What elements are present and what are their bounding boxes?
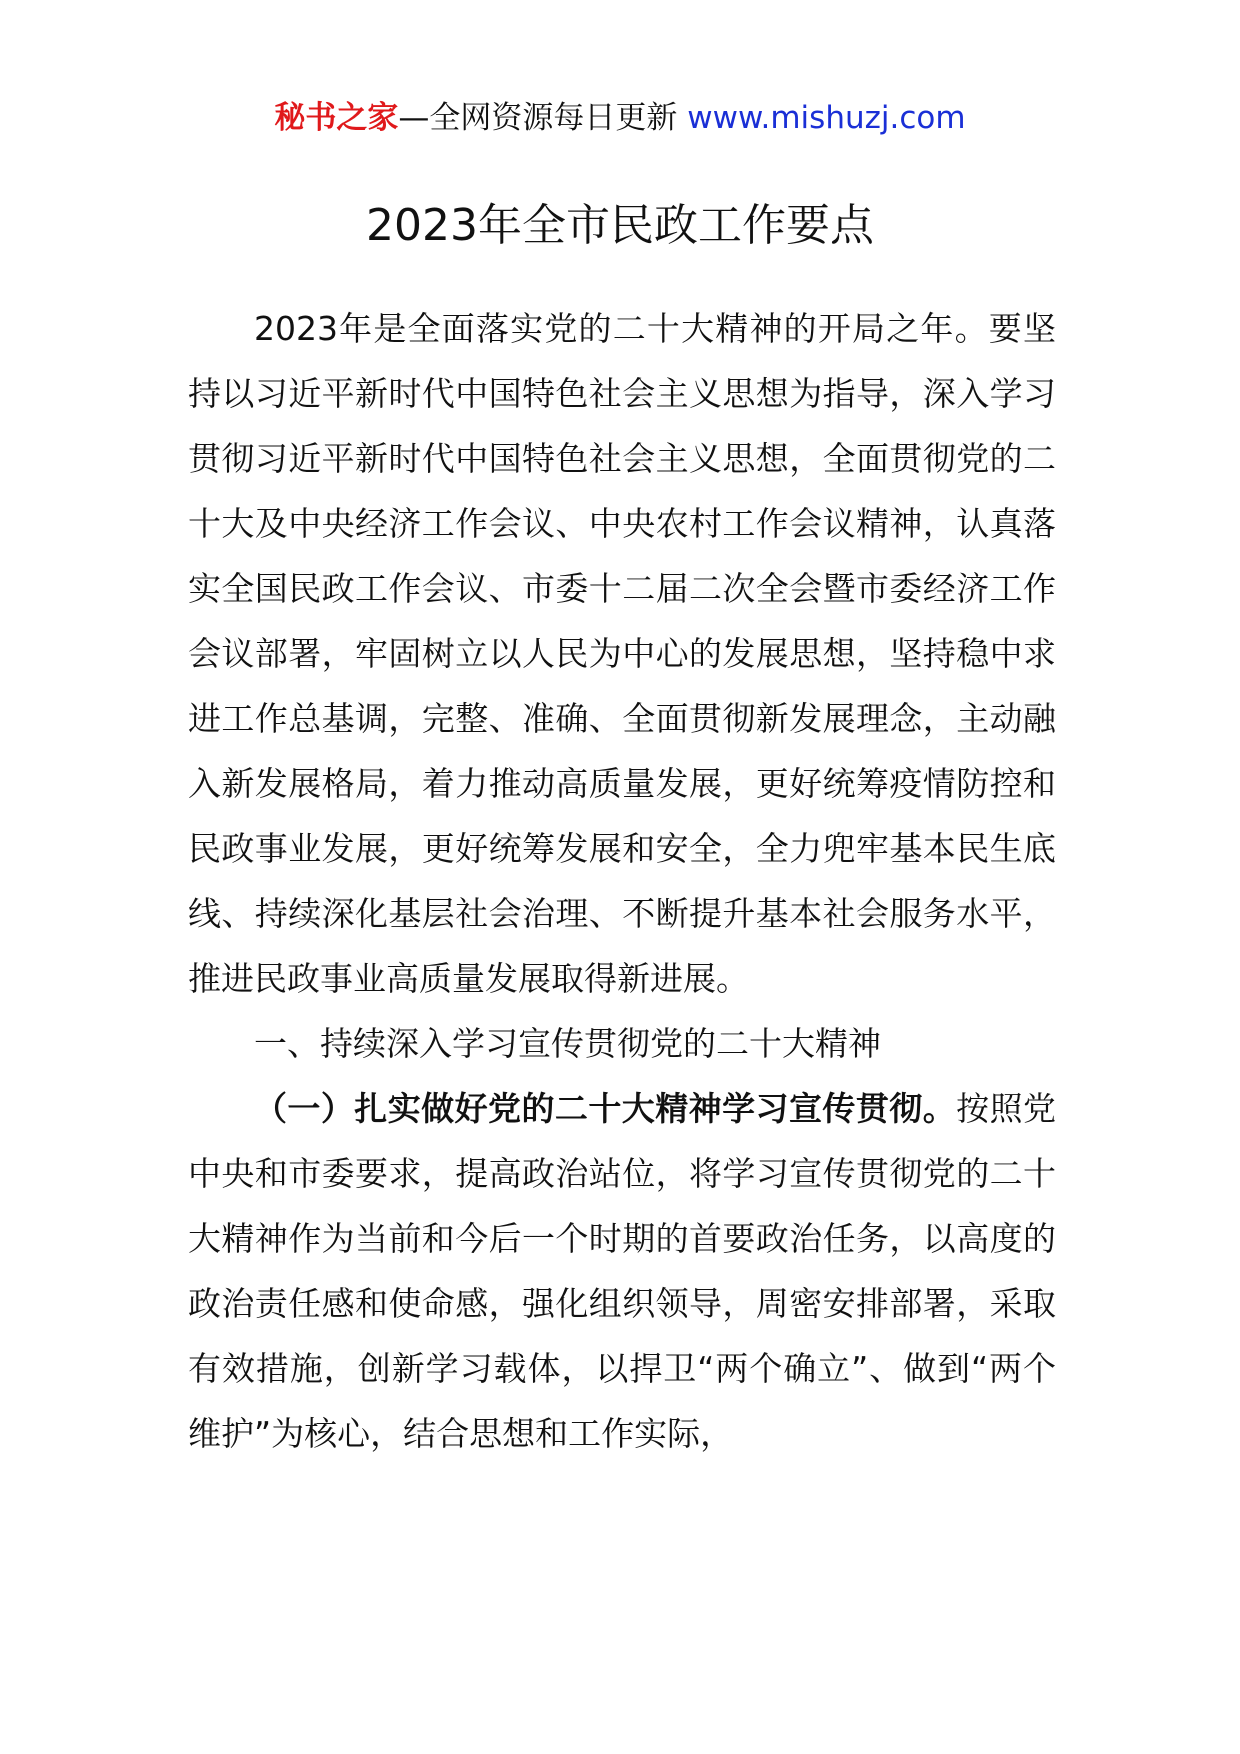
subsection-paragraph xyxy=(188,1076,1056,1466)
site-slogan: 全网资源每日更新 xyxy=(429,100,678,136)
site-url-link[interactable]: www.mishuzj.com xyxy=(687,100,966,136)
subsection-text: 按照党中央和市委要求，提高政治站位，将学习宣传贯彻党的二十大精神作为当前和今后一个时期的首要政治任务，以高度的政治责任感和使命感，强化组织领导，周密安排部署，采取有效措施，创新学习载体，以捍卫“两个确立”、做到“两个维护”为核心，结合思想和工作实际， xyxy=(188,1089,1057,1453)
site-header xyxy=(0,96,1240,140)
header-dash: — xyxy=(398,100,430,136)
section-heading: 一、持续深入学习宣传贯彻党的二十大精神 xyxy=(254,1024,881,1063)
subsection-lead: （一）扎实做好党的二十大精神学习宣传贯彻。 xyxy=(254,1089,957,1128)
site-brand: 秘书之家 xyxy=(274,100,399,136)
document-body xyxy=(188,296,1056,1466)
document-title: 2023年全市民政工作要点 xyxy=(366,200,874,251)
intro-paragraph: 2023年是全面落实党的二十大精神的开局之年。要坚持以习近平新时代中国特色社会主义思想为指导，深入学习贯彻习近平新时代中国特色社会主义思想，全面贯彻党的二十大及中央经济工作会议、中央农村工作会议精神，认真落实全国民政工作会议、市委十二届二次全会暨市委经济工作会议部署，牢固树立以人民为中心的发展思想，坚持稳中求进工作总基调，完整、准确、全面贯彻新发展理念，主动融入新发展格局，着力推动高质量发展，更好统筹疫情防控和民政事业发展，更好统筹发展和安全，全力兜牢基本民生底线、持续深化基层社会治理、不断提升基本社会服务水平，推进民政事业高质量发展取得新进展。 xyxy=(188,309,1056,998)
